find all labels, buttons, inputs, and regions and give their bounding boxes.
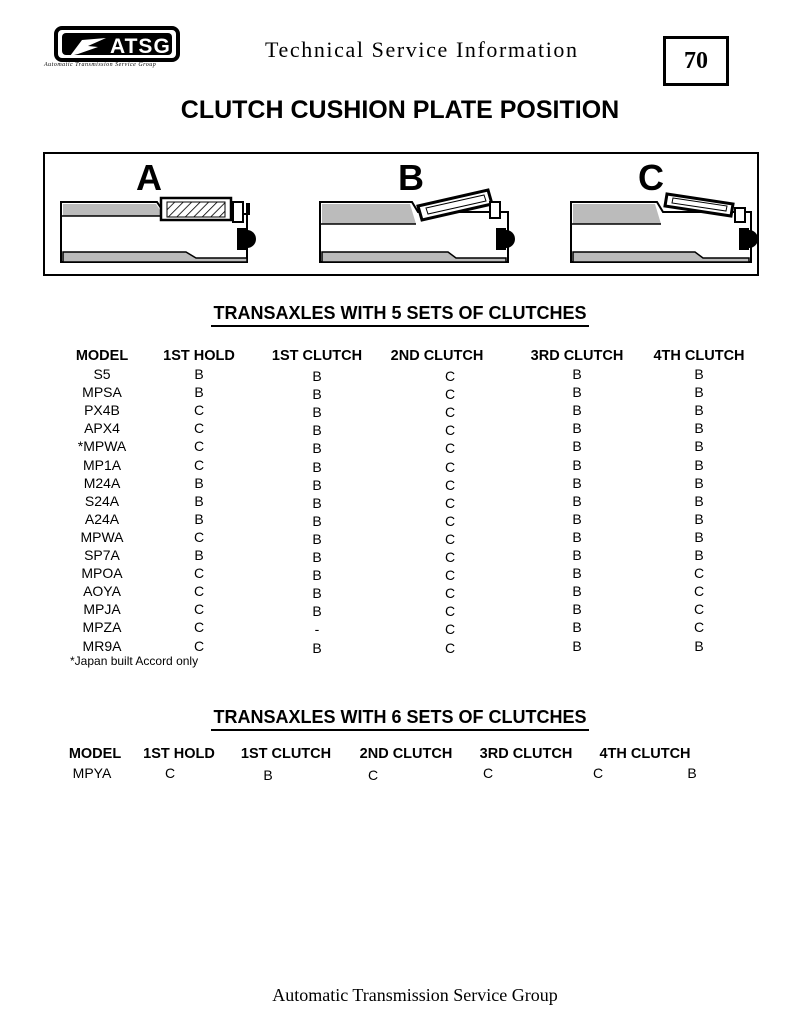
- table5-cell-r10-c2: B: [312, 549, 322, 565]
- table5-cell-r13-c0: MPJA: [83, 601, 121, 618]
- table6-header-1: 1ST HOLD: [143, 746, 215, 762]
- table5-cell-r11-c1: C: [193, 565, 205, 582]
- table5-cell-r15-c4: B: [572, 637, 582, 654]
- table5-cell-r15-c0: MR9A: [82, 637, 122, 654]
- table5-header-0: MODEL: [75, 348, 129, 364]
- table5-cell-r6-c0: M24A: [83, 474, 121, 491]
- table5-cell-r2-c4: B: [572, 402, 582, 419]
- table5-cell-r12-c0: AOYA: [83, 583, 121, 600]
- table5-cell-r13-c5: C: [693, 601, 705, 618]
- table5-cell-r3-c5: B: [694, 420, 704, 437]
- table6-cell-r0-c4: C: [482, 765, 494, 781]
- table5-cell-r8-c2: B: [312, 512, 322, 529]
- table5-cell-r3-c2: B: [312, 422, 322, 439]
- table5-cell-r5-c4: B: [572, 456, 582, 473]
- table6-cell-r0-c5: C: [592, 765, 604, 781]
- table5-header-1: 1ST HOLD: [163, 348, 235, 364]
- table5-cell-r9-c2: B: [312, 530, 322, 547]
- table6-cell-r0-c1: C: [164, 765, 176, 781]
- atsg-logo: [44, 24, 194, 74]
- table5-cell-r2-c2: B: [312, 404, 322, 421]
- table6-cell-r0-c0: MPYA: [72, 765, 112, 781]
- table5-cell-r8-c5: B: [694, 510, 704, 527]
- table5-cell-r1-c1: B: [194, 384, 204, 401]
- table5-title-text: TRANSAXLES WITH 5 SETS OF CLUTCHES: [211, 303, 588, 327]
- table5-cell-r13-c1: C: [193, 601, 205, 618]
- table5-cell-r10-c5: B: [694, 547, 704, 563]
- table5-cell-r9-c1: C: [193, 528, 205, 545]
- table5-header-4: 3RD CLUTCH: [530, 348, 624, 364]
- table5-cell-r6-c2: B: [312, 476, 322, 493]
- footer: Automatic Transmission Service Group: [272, 985, 558, 1005]
- table6-title: [0, 707, 800, 731]
- table5-cell-r12-c4: B: [572, 583, 582, 600]
- table5-cell-r10-c4: B: [572, 547, 582, 563]
- table5-cell-r3-c4: B: [572, 420, 582, 437]
- table5-cell-r5-c0: MP1A: [82, 456, 122, 473]
- table5-cell-r13-c3: C: [444, 603, 456, 620]
- table5-cell-r15-c1: C: [193, 637, 205, 654]
- table6-title-text: TRANSAXLES WITH 6 SETS OF CLUTCHES: [211, 707, 588, 731]
- table5-cell-r3-c1: C: [193, 420, 205, 437]
- table5-cell-r9-c5: B: [694, 528, 704, 545]
- table5-cell-r1-c4: B: [572, 384, 582, 401]
- table6-header-5: 4TH CLUTCH: [599, 746, 691, 762]
- table5-cell-r0-c3: C: [444, 368, 456, 384]
- table5-cell-r7-c1: B: [194, 492, 204, 509]
- table5-cell-r1-c0: MPSA: [82, 384, 122, 401]
- table5-cell-r10-c3: C: [444, 549, 456, 565]
- table5-cell-r7-c0: S24A: [84, 492, 120, 509]
- logo-tagline: Automatic Transmission Service Group: [44, 62, 157, 68]
- table5-cell-r7-c4: B: [572, 492, 582, 509]
- table5-cell-r14-c0: MPZA: [82, 619, 122, 636]
- table5-cell-r8-c3: C: [444, 512, 456, 529]
- logo-frame: [54, 26, 180, 62]
- table5-cell-r15-c5: B: [694, 637, 704, 654]
- table5-cell-r5-c3: C: [444, 458, 456, 475]
- table6-cell-r0-c2: B: [263, 767, 273, 783]
- table5-cell-r2-c1: C: [193, 402, 205, 419]
- logo-text: ATSG: [110, 35, 171, 58]
- table5-cell-r11-c0: MPOA: [81, 565, 123, 582]
- table5-cell-r6-c3: C: [444, 476, 456, 493]
- table5-cell-r0-c1: B: [194, 366, 204, 382]
- table5-cell-r15-c2: B: [312, 639, 322, 656]
- table6-header-0: MODEL: [68, 746, 122, 762]
- table5-cell-r14-c5: C: [693, 619, 705, 636]
- table5-cell-r0-c5: B: [694, 366, 704, 382]
- table5-cell-r9-c0: MPWA: [80, 528, 124, 545]
- table5-header-5: 4TH CLUTCH: [653, 348, 745, 364]
- cushion-plate-diagram: [43, 152, 759, 276]
- table5-cell-r5-c5: B: [694, 456, 704, 473]
- table5-cell-r1-c3: C: [444, 386, 456, 403]
- page-number: 70: [663, 36, 729, 86]
- table5-cell-r12-c5: C: [693, 583, 705, 600]
- table5-cell-r0-c4: B: [572, 366, 582, 382]
- table5-cell-r10-c0: SP7A: [84, 547, 120, 563]
- table6-header-2: 1ST CLUTCH: [240, 746, 332, 762]
- table5-cell-r4-c3: C: [444, 440, 456, 457]
- table5-cell-r14-c1: C: [193, 619, 205, 636]
- page-title: CLUTCH CUSHION PLATE POSITION: [180, 96, 620, 124]
- table5-cell-r9-c3: C: [444, 530, 456, 547]
- table5-cell-r14-c4: B: [572, 619, 582, 636]
- diagram-label-c: C: [638, 157, 664, 198]
- table5-cell-r0-c0: S5: [93, 366, 111, 382]
- table5-cell-r12-c2: B: [312, 585, 322, 602]
- diagram-label-a: A: [136, 157, 162, 198]
- logo-inner: [62, 33, 172, 58]
- table5-cell-r4-c2: B: [312, 440, 322, 457]
- table5-cell-r13-c2: B: [312, 603, 322, 620]
- table5-cell-r11-c4: B: [572, 565, 582, 582]
- table5-cell-r6-c1: B: [194, 474, 204, 491]
- table5-cell-r10-c1: B: [194, 547, 204, 563]
- table5-cell-r11-c3: C: [444, 567, 456, 584]
- table5-cell-r11-c2: B: [312, 567, 322, 584]
- diagram-label-b: B: [398, 157, 424, 198]
- table5-cell-r12-c3: C: [444, 585, 456, 602]
- table6-cell-r0-c6: B: [687, 765, 697, 781]
- table5-cell-r4-c4: B: [572, 438, 582, 455]
- table5-cell-r2-c0: PX4B: [84, 402, 120, 419]
- table5-cell-r4-c0: *MPWA: [77, 438, 127, 455]
- table5-title: [0, 303, 800, 327]
- table6-header-4: 3RD CLUTCH: [479, 746, 573, 762]
- table5-cell-r4-c1: C: [193, 438, 205, 455]
- diagram-panel-c: [571, 194, 758, 262]
- table5-cell-r7-c5: B: [694, 492, 704, 509]
- table5-cell-r4-c5: B: [694, 438, 704, 455]
- table6-header-3: 2ND CLUTCH: [359, 746, 453, 762]
- table5-cell-r3-c0: APX4: [84, 420, 120, 437]
- table5-cell-r1-c2: B: [312, 386, 322, 403]
- table5-cell-r12-c1: C: [193, 583, 205, 600]
- table5-cell-r6-c5: B: [694, 474, 704, 491]
- diagram-svg: [45, 154, 761, 278]
- logo-wing-icon: [68, 36, 108, 58]
- table5-cell-r2-c5: B: [694, 402, 704, 419]
- table5-cell-r8-c0: A24A: [84, 510, 120, 527]
- table5-cell-r6-c4: B: [572, 474, 582, 491]
- table5-cell-r5-c1: C: [193, 456, 205, 473]
- table5-cell-r15-c3: C: [444, 639, 456, 656]
- table5-cell-r5-c2: B: [312, 458, 322, 475]
- table5-header-2: 1ST CLUTCH: [271, 348, 363, 364]
- table5-header-3: 2ND CLUTCH: [390, 348, 484, 364]
- table5-footnote: *Japan built Accord only: [70, 654, 199, 668]
- diagram-panel-b: [320, 190, 515, 262]
- table5-cell-r8-c4: B: [572, 510, 582, 527]
- table5-cell-r14-c2: -: [314, 621, 320, 638]
- table5-cell-r13-c4: B: [572, 601, 582, 618]
- table6-cell-r0-c3: C: [367, 767, 379, 783]
- table5-cell-r1-c5: B: [694, 384, 704, 401]
- table5-cell-r0-c2: B: [312, 368, 322, 384]
- table5-cell-r3-c3: C: [444, 422, 456, 439]
- header-title: Technical Service Information: [265, 37, 579, 62]
- table5-cell-r7-c3: C: [444, 494, 456, 511]
- table5-cell-r11-c5: C: [693, 565, 705, 582]
- table5-cell-r2-c3: C: [444, 404, 456, 421]
- table5-cell-r14-c3: C: [444, 621, 456, 638]
- diagram-panel-a: [61, 198, 256, 262]
- table5-cell-r7-c2: B: [312, 494, 322, 511]
- table5-cell-r8-c1: B: [194, 510, 204, 527]
- table5-cell-r9-c4: B: [572, 528, 582, 545]
